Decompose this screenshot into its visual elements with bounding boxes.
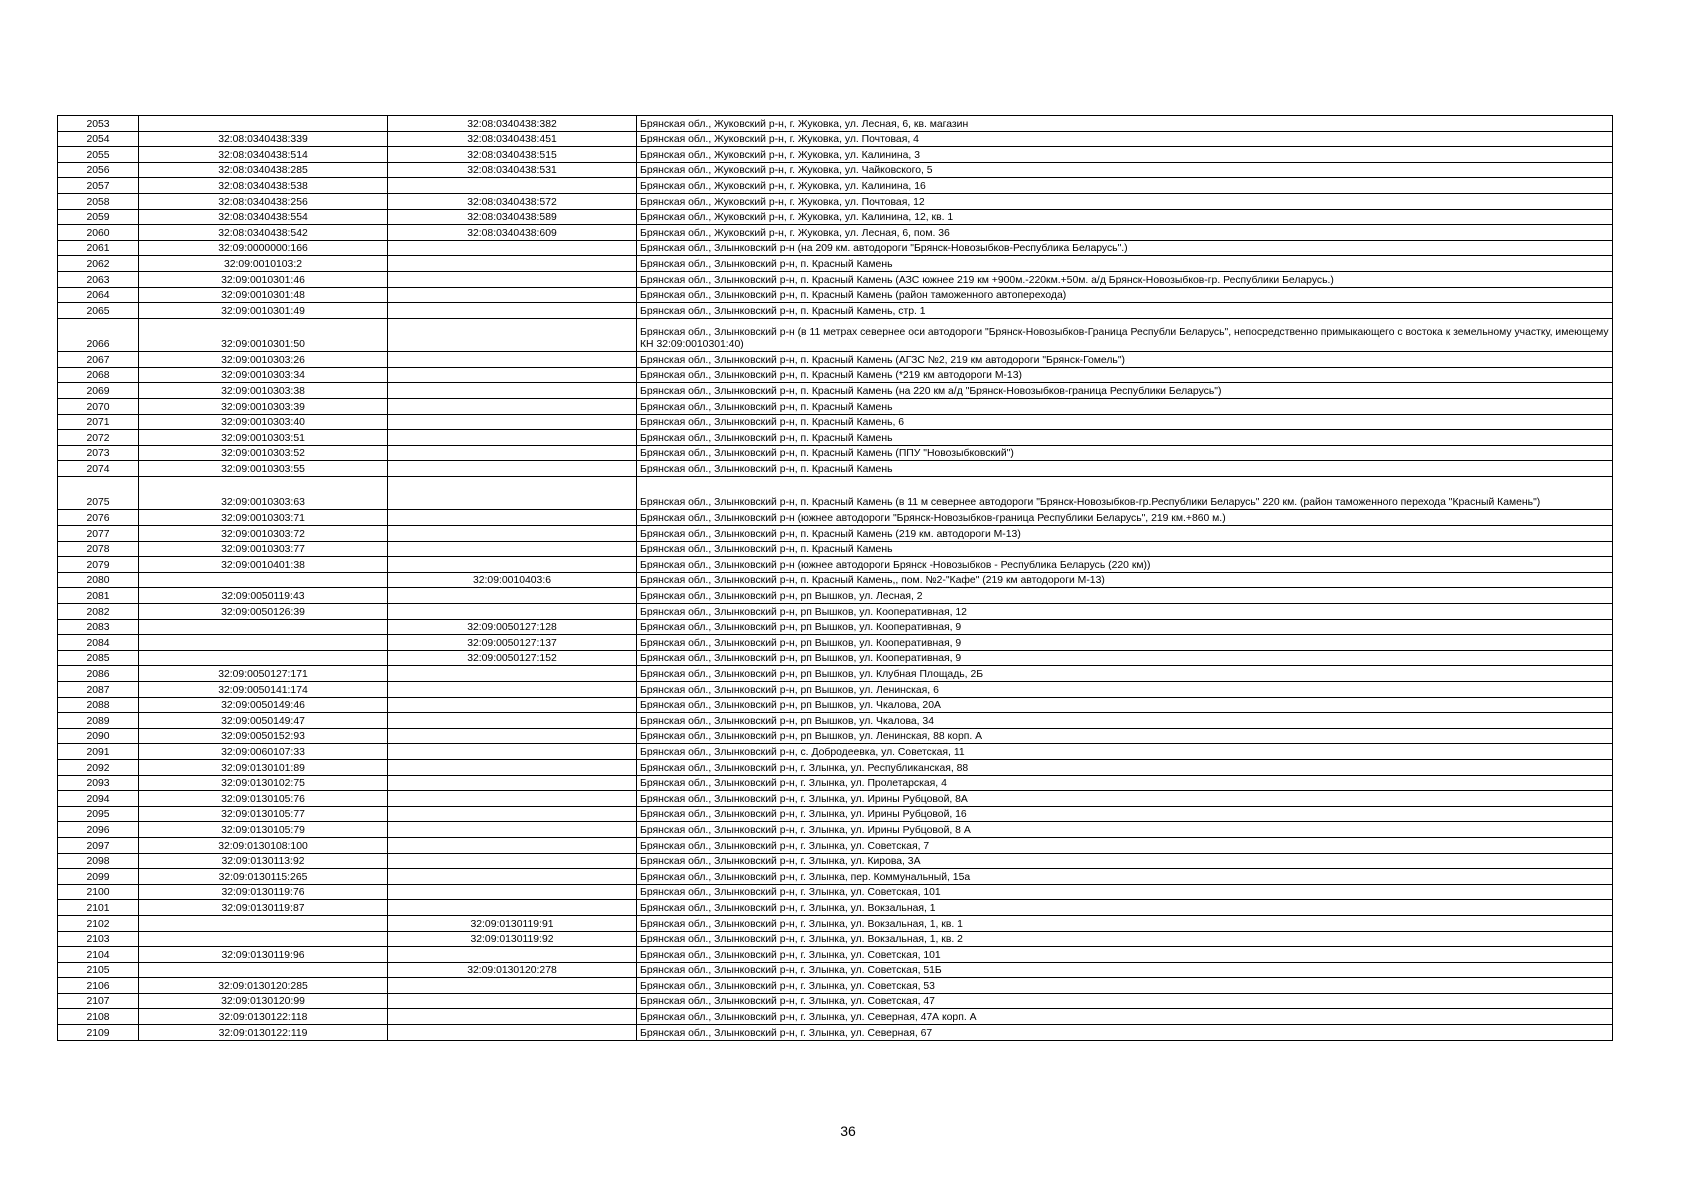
address-cell: Брянская обл., Злынковский р-н, г. Злынка, ул. Ирины Рубцовой, 8 А xyxy=(637,822,1613,838)
land-cadastral-number-cell: 32:08:0340438:554 xyxy=(139,209,388,225)
table-row xyxy=(58,303,1613,319)
building-cadastral-number-cell xyxy=(388,884,637,900)
building-cadastral-number-cell xyxy=(388,399,637,415)
building-cadastral-number-cell xyxy=(388,775,637,791)
building-cadastral-number-cell xyxy=(388,1009,637,1025)
land-cadastral-number-cell: 32:09:0130105:76 xyxy=(139,791,388,807)
building-cadastral-number-cell: 32:08:0340438:609 xyxy=(388,225,637,241)
address-cell: Брянская обл., Злынковский р-н, г. Злынка, ул. Пролетарская, 4 xyxy=(637,775,1613,791)
land-cadastral-number-cell xyxy=(139,619,388,635)
address-cell: Брянская обл., Злынковский р-н, п. Красный Камень, стр. 1 xyxy=(637,303,1613,319)
table-row xyxy=(58,178,1613,194)
building-cadastral-number-cell xyxy=(388,510,637,526)
building-cadastral-number-cell xyxy=(388,837,637,853)
land-cadastral-number-cell: 32:09:0010301:50 xyxy=(139,318,388,352)
row-number-cell: 2068 xyxy=(58,367,139,383)
address-cell: Брянская обл., Злынковский р-н, г. Злынка, ул. Вокзальная, 1, кв. 1 xyxy=(637,915,1613,931)
row-number-cell: 2075 xyxy=(58,476,139,510)
building-cadastral-number-cell xyxy=(388,383,637,399)
row-number-cell: 2096 xyxy=(58,822,139,838)
table-row xyxy=(58,162,1613,178)
row-number-cell: 2069 xyxy=(58,383,139,399)
address-cell: Брянская обл., Злынковский р-н, г. Злынка, ул. Советская, 51Б xyxy=(637,962,1613,978)
building-cadastral-number-cell xyxy=(388,414,637,430)
land-cadastral-number-cell: 32:09:0010303:26 xyxy=(139,352,388,368)
address-cell: Брянская обл., Злынковский р-н, г. Злынка, ул. Республиканская, 88 xyxy=(637,759,1613,775)
table-row xyxy=(58,759,1613,775)
building-cadastral-number-cell xyxy=(388,557,637,573)
land-cadastral-number-cell: 32:09:0050149:46 xyxy=(139,697,388,713)
table-row xyxy=(58,650,1613,666)
land-cadastral-number-cell: 32:09:0010303:34 xyxy=(139,367,388,383)
land-cadastral-number-cell xyxy=(139,116,388,132)
address-cell: Брянская обл., Злынковский р-н, п. Красный Камень,, пом. №2-"Кафе" (219 км автодороги М-13) xyxy=(637,572,1613,588)
land-cadastral-number-cell: 32:09:0010303:40 xyxy=(139,414,388,430)
land-cadastral-number-cell: 32:09:0130122:119 xyxy=(139,1025,388,1041)
land-cadastral-number-cell: 32:09:0010303:52 xyxy=(139,445,388,461)
row-number-cell: 2093 xyxy=(58,775,139,791)
row-number-cell: 2108 xyxy=(58,1009,139,1025)
table-row xyxy=(58,414,1613,430)
address-cell: Брянская обл., Злынковский р-н, рп Вышков, ул. Ленинская, 88 корп. А xyxy=(637,728,1613,744)
building-cadastral-number-cell: 32:08:0340438:531 xyxy=(388,162,637,178)
row-number-cell: 2098 xyxy=(58,853,139,869)
address-cell: Брянская обл., Злынковский р-н, г. Злынка, ул. Ирины Рубцовой, 16 xyxy=(637,806,1613,822)
land-cadastral-number-cell: 32:09:0130108:100 xyxy=(139,837,388,853)
row-number-cell: 2064 xyxy=(58,287,139,303)
land-cadastral-number-cell: 32:09:0010301:46 xyxy=(139,271,388,287)
building-cadastral-number-cell xyxy=(388,287,637,303)
address-cell: Брянская обл., Злынковский р-н, п. Красный Камень (в 11 м севернее автодороги "Брянск-Новозыбков-гр.Республики Беларусь" 220 км. (район таможенного перехода "Красный Камень") xyxy=(637,476,1613,510)
address-cell: Брянская обл., Злынковский р-н, г. Злынка, ул. Советская, 47 xyxy=(637,993,1613,1009)
land-cadastral-number-cell: 32:09:0130101:89 xyxy=(139,759,388,775)
building-cadastral-number-cell xyxy=(388,666,637,682)
table-row xyxy=(58,993,1613,1009)
land-cadastral-number-cell: 32:09:0050149:47 xyxy=(139,713,388,729)
building-cadastral-number-cell xyxy=(388,271,637,287)
registry-table-container xyxy=(57,115,1612,1041)
row-number-cell: 2066 xyxy=(58,318,139,352)
row-number-cell: 2085 xyxy=(58,650,139,666)
address-cell: Брянская обл., Злынковский р-н, г. Злынка, пер. Коммунальный, 15а xyxy=(637,869,1613,885)
registry-table-body xyxy=(58,116,1613,1041)
row-number-cell: 2065 xyxy=(58,303,139,319)
table-row xyxy=(58,541,1613,557)
row-number-cell: 2095 xyxy=(58,806,139,822)
land-cadastral-number-cell: 32:09:0010401:38 xyxy=(139,557,388,573)
address-cell: Брянская обл., Жуковский р-н, г. Жуковка, ул. Калинина, 16 xyxy=(637,178,1613,194)
building-cadastral-number-cell: 32:09:0050127:152 xyxy=(388,650,637,666)
land-cadastral-number-cell: 32:09:0010301:49 xyxy=(139,303,388,319)
table-row xyxy=(58,962,1613,978)
row-number-cell: 2067 xyxy=(58,352,139,368)
table-row xyxy=(58,947,1613,963)
table-row xyxy=(58,619,1613,635)
table-row xyxy=(58,240,1613,256)
address-cell: Брянская обл., Жуковский р-н, г. Жуковка, ул. Почтовая, 4 xyxy=(637,131,1613,147)
land-cadastral-number-cell: 32:09:0050126:39 xyxy=(139,604,388,620)
land-cadastral-number-cell: 32:08:0340438:514 xyxy=(139,147,388,163)
building-cadastral-number-cell xyxy=(388,476,637,510)
land-cadastral-number-cell: 32:09:0010303:63 xyxy=(139,476,388,510)
table-row xyxy=(58,383,1613,399)
table-row xyxy=(58,209,1613,225)
land-cadastral-number-cell: 32:09:0130122:118 xyxy=(139,1009,388,1025)
table-row xyxy=(58,713,1613,729)
table-row xyxy=(58,287,1613,303)
row-number-cell: 2071 xyxy=(58,414,139,430)
table-row xyxy=(58,697,1613,713)
row-number-cell: 2094 xyxy=(58,791,139,807)
building-cadastral-number-cell xyxy=(388,352,637,368)
building-cadastral-number-cell xyxy=(388,978,637,994)
building-cadastral-number-cell: 32:08:0340438:515 xyxy=(388,147,637,163)
row-number-cell: 2056 xyxy=(58,162,139,178)
land-cadastral-number-cell xyxy=(139,650,388,666)
land-cadastral-number-cell xyxy=(139,962,388,978)
address-cell: Брянская обл., Злынковский р-н, рп Вышков, ул. Ленинская, 6 xyxy=(637,682,1613,698)
address-cell: Брянская обл., Злынковский р-н, рп Вышков, ул. Чкалова, 20А xyxy=(637,697,1613,713)
table-row xyxy=(58,604,1613,620)
table-row xyxy=(58,915,1613,931)
land-cadastral-number-cell xyxy=(139,572,388,588)
row-number-cell: 2105 xyxy=(58,962,139,978)
row-number-cell: 2099 xyxy=(58,869,139,885)
land-cadastral-number-cell: 32:09:0010303:39 xyxy=(139,399,388,415)
table-row xyxy=(58,931,1613,947)
land-cadastral-number-cell: 32:08:0340438:339 xyxy=(139,131,388,147)
row-number-cell: 2090 xyxy=(58,728,139,744)
address-cell: Брянская обл., Злынковский р-н, п. Красный Камень (АЗС южнее 219 км +900м.-220км.+50м. а/д Брянск-Новозыбков-гр. Республики Беларусь.) xyxy=(637,271,1613,287)
building-cadastral-number-cell xyxy=(388,240,637,256)
row-number-cell: 2089 xyxy=(58,713,139,729)
row-number-cell: 2080 xyxy=(58,572,139,588)
table-row xyxy=(58,461,1613,477)
table-row xyxy=(58,430,1613,446)
address-cell: Брянская обл., Злынковский р-н, г. Злынка, ул. Советская, 53 xyxy=(637,978,1613,994)
row-number-cell: 2058 xyxy=(58,193,139,209)
address-cell: Брянская обл., Злынковский р-н, рп Вышков, ул. Чкалова, 34 xyxy=(637,713,1613,729)
building-cadastral-number-cell xyxy=(388,713,637,729)
table-row xyxy=(58,225,1613,241)
table-row xyxy=(58,1009,1613,1025)
table-row xyxy=(58,635,1613,651)
row-number-cell: 2062 xyxy=(58,256,139,272)
building-cadastral-number-cell: 32:09:0050127:128 xyxy=(388,619,637,635)
address-cell: Брянская обл., Злынковский р-н (в 11 метрах севернее оси автодороги "Брянск-Новозыбков-Граница Республи Беларусь", непосредственно примыкающего с востока к земельному участку, имеющему КН 32:09:0010301:40) xyxy=(637,318,1613,352)
table-row xyxy=(58,193,1613,209)
row-number-cell: 2076 xyxy=(58,510,139,526)
table-row xyxy=(58,557,1613,573)
building-cadastral-number-cell xyxy=(388,744,637,760)
land-cadastral-number-cell: 32:09:0050152:93 xyxy=(139,728,388,744)
building-cadastral-number-cell xyxy=(388,900,637,916)
row-number-cell: 2074 xyxy=(58,461,139,477)
land-cadastral-number-cell: 32:09:0010303:71 xyxy=(139,510,388,526)
land-cadastral-number-cell: 32:09:0130115:265 xyxy=(139,869,388,885)
row-number-cell: 2086 xyxy=(58,666,139,682)
row-number-cell: 2107 xyxy=(58,993,139,1009)
address-cell: Брянская обл., Злынковский р-н, п. Красный Камень (на 220 км а/д "Брянск-Новозыбков-граница Республики Беларусь") xyxy=(637,383,1613,399)
row-number-cell: 2072 xyxy=(58,430,139,446)
table-row xyxy=(58,837,1613,853)
building-cadastral-number-cell xyxy=(388,759,637,775)
row-number-cell: 2088 xyxy=(58,697,139,713)
address-cell: Брянская обл., Злынковский р-н, рп Вышков, ул. Кооперативная, 12 xyxy=(637,604,1613,620)
building-cadastral-number-cell xyxy=(388,367,637,383)
address-cell: Брянская обл., Злынковский р-н, п. Красный Камень xyxy=(637,399,1613,415)
land-cadastral-number-cell: 32:08:0340438:542 xyxy=(139,225,388,241)
row-number-cell: 2102 xyxy=(58,915,139,931)
land-cadastral-number-cell: 32:09:0050119:43 xyxy=(139,588,388,604)
registry-table xyxy=(57,115,1613,1041)
land-cadastral-number-cell: 32:08:0340438:538 xyxy=(139,178,388,194)
building-cadastral-number-cell: 32:08:0340438:572 xyxy=(388,193,637,209)
land-cadastral-number-cell: 32:09:0060107:33 xyxy=(139,744,388,760)
table-row xyxy=(58,572,1613,588)
table-row xyxy=(58,853,1613,869)
address-cell: Брянская обл., Злынковский р-н, г. Злынка, ул. Ирины Рубцовой, 8А xyxy=(637,791,1613,807)
table-row xyxy=(58,116,1613,132)
table-row xyxy=(58,791,1613,807)
address-cell: Брянская обл., Злынковский р-н, г. Злынка, ул. Кирова, 3А xyxy=(637,853,1613,869)
address-cell: Брянская обл., Злынковский р-н, рп Вышков, ул. Кооперативная, 9 xyxy=(637,619,1613,635)
land-cadastral-number-cell xyxy=(139,635,388,651)
land-cadastral-number-cell: 32:09:0130102:75 xyxy=(139,775,388,791)
table-row xyxy=(58,476,1613,510)
row-number-cell: 2078 xyxy=(58,541,139,557)
building-cadastral-number-cell: 32:08:0340438:589 xyxy=(388,209,637,225)
building-cadastral-number-cell xyxy=(388,993,637,1009)
building-cadastral-number-cell xyxy=(388,947,637,963)
address-cell: Брянская обл., Жуковский р-н, г. Жуковка, ул. Почтовая, 12 xyxy=(637,193,1613,209)
address-cell: Брянская обл., Злынковский р-н (южнее автодороги "Брянск-Новозыбков-граница Республики Беларусь", 219 км.+860 м.) xyxy=(637,510,1613,526)
table-row xyxy=(58,256,1613,272)
building-cadastral-number-cell xyxy=(388,303,637,319)
building-cadastral-number-cell: 32:08:0340438:451 xyxy=(388,131,637,147)
land-cadastral-number-cell: 32:09:0000000:166 xyxy=(139,240,388,256)
building-cadastral-number-cell xyxy=(388,806,637,822)
address-cell: Брянская обл., Злынковский р-н, г. Злынка, ул. Северная, 47А корп. А xyxy=(637,1009,1613,1025)
row-number-cell: 2083 xyxy=(58,619,139,635)
address-cell: Брянская обл., Злынковский р-н, п. Красный Камень xyxy=(637,430,1613,446)
address-cell: Брянская обл., Злынковский р-н (южнее автодороги Брянск -Новозыбков - Республика Беларусь (220 км)) xyxy=(637,557,1613,573)
table-row xyxy=(58,588,1613,604)
land-cadastral-number-cell xyxy=(139,915,388,931)
table-row xyxy=(58,744,1613,760)
address-cell: Брянская обл., Злынковский р-н, г. Злынка, ул. Советская, 101 xyxy=(637,947,1613,963)
building-cadastral-number-cell: 32:09:0130119:92 xyxy=(388,931,637,947)
address-cell: Брянская обл., Жуковский р-н, г. Жуковка, ул. Чайковского, 5 xyxy=(637,162,1613,178)
table-row xyxy=(58,352,1613,368)
row-number-cell: 2109 xyxy=(58,1025,139,1041)
row-number-cell: 2100 xyxy=(58,884,139,900)
table-row xyxy=(58,884,1613,900)
address-cell: Брянская обл., Злынковский р-н, п. Красный Камень (219 км. автодороги М-13) xyxy=(637,526,1613,542)
land-cadastral-number-cell: 32:09:0130113:92 xyxy=(139,853,388,869)
table-row xyxy=(58,399,1613,415)
row-number-cell: 2081 xyxy=(58,588,139,604)
building-cadastral-number-cell xyxy=(388,822,637,838)
row-number-cell: 2061 xyxy=(58,240,139,256)
building-cadastral-number-cell: 32:09:0050127:137 xyxy=(388,635,637,651)
land-cadastral-number-cell: 32:09:0010303:51 xyxy=(139,430,388,446)
row-number-cell: 2070 xyxy=(58,399,139,415)
table-row xyxy=(58,775,1613,791)
table-row xyxy=(58,271,1613,287)
table-row xyxy=(58,900,1613,916)
table-row xyxy=(58,131,1613,147)
row-number-cell: 2084 xyxy=(58,635,139,651)
land-cadastral-number-cell: 32:09:0010303:72 xyxy=(139,526,388,542)
building-cadastral-number-cell xyxy=(388,178,637,194)
building-cadastral-number-cell xyxy=(388,445,637,461)
land-cadastral-number-cell: 32:09:0130119:87 xyxy=(139,900,388,916)
address-cell: Брянская обл., Злынковский р-н, рп Вышков, ул. Лесная, 2 xyxy=(637,588,1613,604)
building-cadastral-number-cell xyxy=(388,461,637,477)
building-cadastral-number-cell xyxy=(388,526,637,542)
row-number-cell: 2091 xyxy=(58,744,139,760)
address-cell: Брянская обл., Злынковский р-н, п. Красный Камень (АГЗС №2, 219 км автодороги "Брянск-Гомель") xyxy=(637,352,1613,368)
table-row xyxy=(58,526,1613,542)
land-cadastral-number-cell: 32:09:0130120:99 xyxy=(139,993,388,1009)
building-cadastral-number-cell xyxy=(388,728,637,744)
row-number-cell: 2063 xyxy=(58,271,139,287)
row-number-cell: 2053 xyxy=(58,116,139,132)
table-row xyxy=(58,367,1613,383)
land-cadastral-number-cell: 32:09:0010301:48 xyxy=(139,287,388,303)
address-cell: Брянская обл., Злынковский р-н, г. Злынка, ул. Советская, 7 xyxy=(637,837,1613,853)
address-cell: Брянская обл., Злынковский р-н (на 209 км. автодороги "Брянск-Новозыбков-Республика Беларусь".) xyxy=(637,240,1613,256)
address-cell: Брянская обл., Злынковский р-н, п. Красный Камень, 6 xyxy=(637,414,1613,430)
building-cadastral-number-cell: 32:09:0010403:6 xyxy=(388,572,637,588)
building-cadastral-number-cell: 32:08:0340438:382 xyxy=(388,116,637,132)
row-number-cell: 2104 xyxy=(58,947,139,963)
page-number: 36 xyxy=(840,1123,856,1139)
land-cadastral-number-cell: 32:09:0130105:77 xyxy=(139,806,388,822)
table-row xyxy=(58,822,1613,838)
row-number-cell: 2060 xyxy=(58,225,139,241)
building-cadastral-number-cell: 32:09:0130119:91 xyxy=(388,915,637,931)
building-cadastral-number-cell xyxy=(388,791,637,807)
address-cell: Брянская обл., Жуковский р-н, г. Жуковка, ул. Лесная, 6, пом. 36 xyxy=(637,225,1613,241)
address-cell: Брянская обл., Злынковский р-н, п. Красный Камень (*219 км автодороги М-13) xyxy=(637,367,1613,383)
table-row xyxy=(58,510,1613,526)
row-number-cell: 2079 xyxy=(58,557,139,573)
row-number-cell: 2101 xyxy=(58,900,139,916)
row-number-cell: 2073 xyxy=(58,445,139,461)
building-cadastral-number-cell xyxy=(388,588,637,604)
address-cell: Брянская обл., Злынковский р-н, п. Красный Камень xyxy=(637,461,1613,477)
building-cadastral-number-cell xyxy=(388,430,637,446)
address-cell: Брянская обл., Жуковский р-н, г. Жуковка, ул. Калинина, 12, кв. 1 xyxy=(637,209,1613,225)
row-number-cell: 2087 xyxy=(58,682,139,698)
row-number-cell: 2057 xyxy=(58,178,139,194)
table-row xyxy=(58,1025,1613,1041)
building-cadastral-number-cell xyxy=(388,1025,637,1041)
table-row xyxy=(58,666,1613,682)
address-cell: Брянская обл., Злынковский р-н, г. Злынка, ул. Вокзальная, 1 xyxy=(637,900,1613,916)
row-number-cell: 2055 xyxy=(58,147,139,163)
table-row xyxy=(58,147,1613,163)
address-cell: Брянская обл., Злынковский р-н, г. Злынка, ул. Северная, 67 xyxy=(637,1025,1613,1041)
land-cadastral-number-cell: 32:09:0130119:76 xyxy=(139,884,388,900)
table-row xyxy=(58,318,1613,352)
building-cadastral-number-cell xyxy=(388,853,637,869)
land-cadastral-number-cell: 32:09:0010103:2 xyxy=(139,256,388,272)
building-cadastral-number-cell xyxy=(388,318,637,352)
row-number-cell: 2106 xyxy=(58,978,139,994)
building-cadastral-number-cell xyxy=(388,604,637,620)
table-row xyxy=(58,869,1613,885)
address-cell: Брянская обл., Злынковский р-н, рп Вышков, ул. Клубная Площадь, 2Б xyxy=(637,666,1613,682)
building-cadastral-number-cell xyxy=(388,697,637,713)
row-number-cell: 2097 xyxy=(58,837,139,853)
land-cadastral-number-cell: 32:09:0010303:55 xyxy=(139,461,388,477)
land-cadastral-number-cell: 32:09:0050141:174 xyxy=(139,682,388,698)
table-row xyxy=(58,978,1613,994)
land-cadastral-number-cell: 32:09:0130105:79 xyxy=(139,822,388,838)
address-cell: Брянская обл., Злынковский р-н, г. Злынка, ул. Советская, 101 xyxy=(637,884,1613,900)
building-cadastral-number-cell: 32:09:0130120:278 xyxy=(388,962,637,978)
address-cell: Брянская обл., Злынковский р-н, п. Красный Камень (район таможенного автоперехода) xyxy=(637,287,1613,303)
address-cell: Брянская обл., Злынковский р-н, п. Красный Камень xyxy=(637,541,1613,557)
table-row xyxy=(58,806,1613,822)
address-cell: Брянская обл., Злынковский р-н, рп Вышков, ул. Кооперативная, 9 xyxy=(637,635,1613,651)
table-row xyxy=(58,728,1613,744)
table-row xyxy=(58,682,1613,698)
address-cell: Брянская обл., Жуковский р-н, г. Жуковка, ул. Лесная, 6, кв. магазин xyxy=(637,116,1613,132)
land-cadastral-number-cell: 32:09:0010303:77 xyxy=(139,541,388,557)
row-number-cell: 2077 xyxy=(58,526,139,542)
address-cell: Брянская обл., Злынковский р-н, рп Вышков, ул. Кооперативная, 9 xyxy=(637,650,1613,666)
land-cadastral-number-cell: 32:08:0340438:256 xyxy=(139,193,388,209)
address-cell: Брянская обл., Злынковский р-н, п. Красный Камень (ППУ "Новозыбковский") xyxy=(637,445,1613,461)
row-number-cell: 2059 xyxy=(58,209,139,225)
building-cadastral-number-cell xyxy=(388,869,637,885)
building-cadastral-number-cell xyxy=(388,541,637,557)
row-number-cell: 2054 xyxy=(58,131,139,147)
land-cadastral-number-cell: 32:08:0340438:285 xyxy=(139,162,388,178)
building-cadastral-number-cell xyxy=(388,256,637,272)
address-cell: Брянская обл., Злынковский р-н, г. Злынка, ул. Вокзальная, 1, кв. 2 xyxy=(637,931,1613,947)
table-row xyxy=(58,445,1613,461)
address-cell: Брянская обл., Жуковский р-н, г. Жуковка, ул. Калинина, 3 xyxy=(637,147,1613,163)
land-cadastral-number-cell xyxy=(139,931,388,947)
row-number-cell: 2082 xyxy=(58,604,139,620)
building-cadastral-number-cell xyxy=(388,682,637,698)
land-cadastral-number-cell: 32:09:0130120:285 xyxy=(139,978,388,994)
row-number-cell: 2103 xyxy=(58,931,139,947)
land-cadastral-number-cell: 32:09:0050127:171 xyxy=(139,666,388,682)
land-cadastral-number-cell: 32:09:0130119:96 xyxy=(139,947,388,963)
row-number-cell: 2092 xyxy=(58,759,139,775)
address-cell: Брянская обл., Злынковский р-н, п. Красный Камень xyxy=(637,256,1613,272)
address-cell: Брянская обл., Злынковский р-н, с. Добродеевка, ул. Советская, 11 xyxy=(637,744,1613,760)
land-cadastral-number-cell: 32:09:0010303:38 xyxy=(139,383,388,399)
